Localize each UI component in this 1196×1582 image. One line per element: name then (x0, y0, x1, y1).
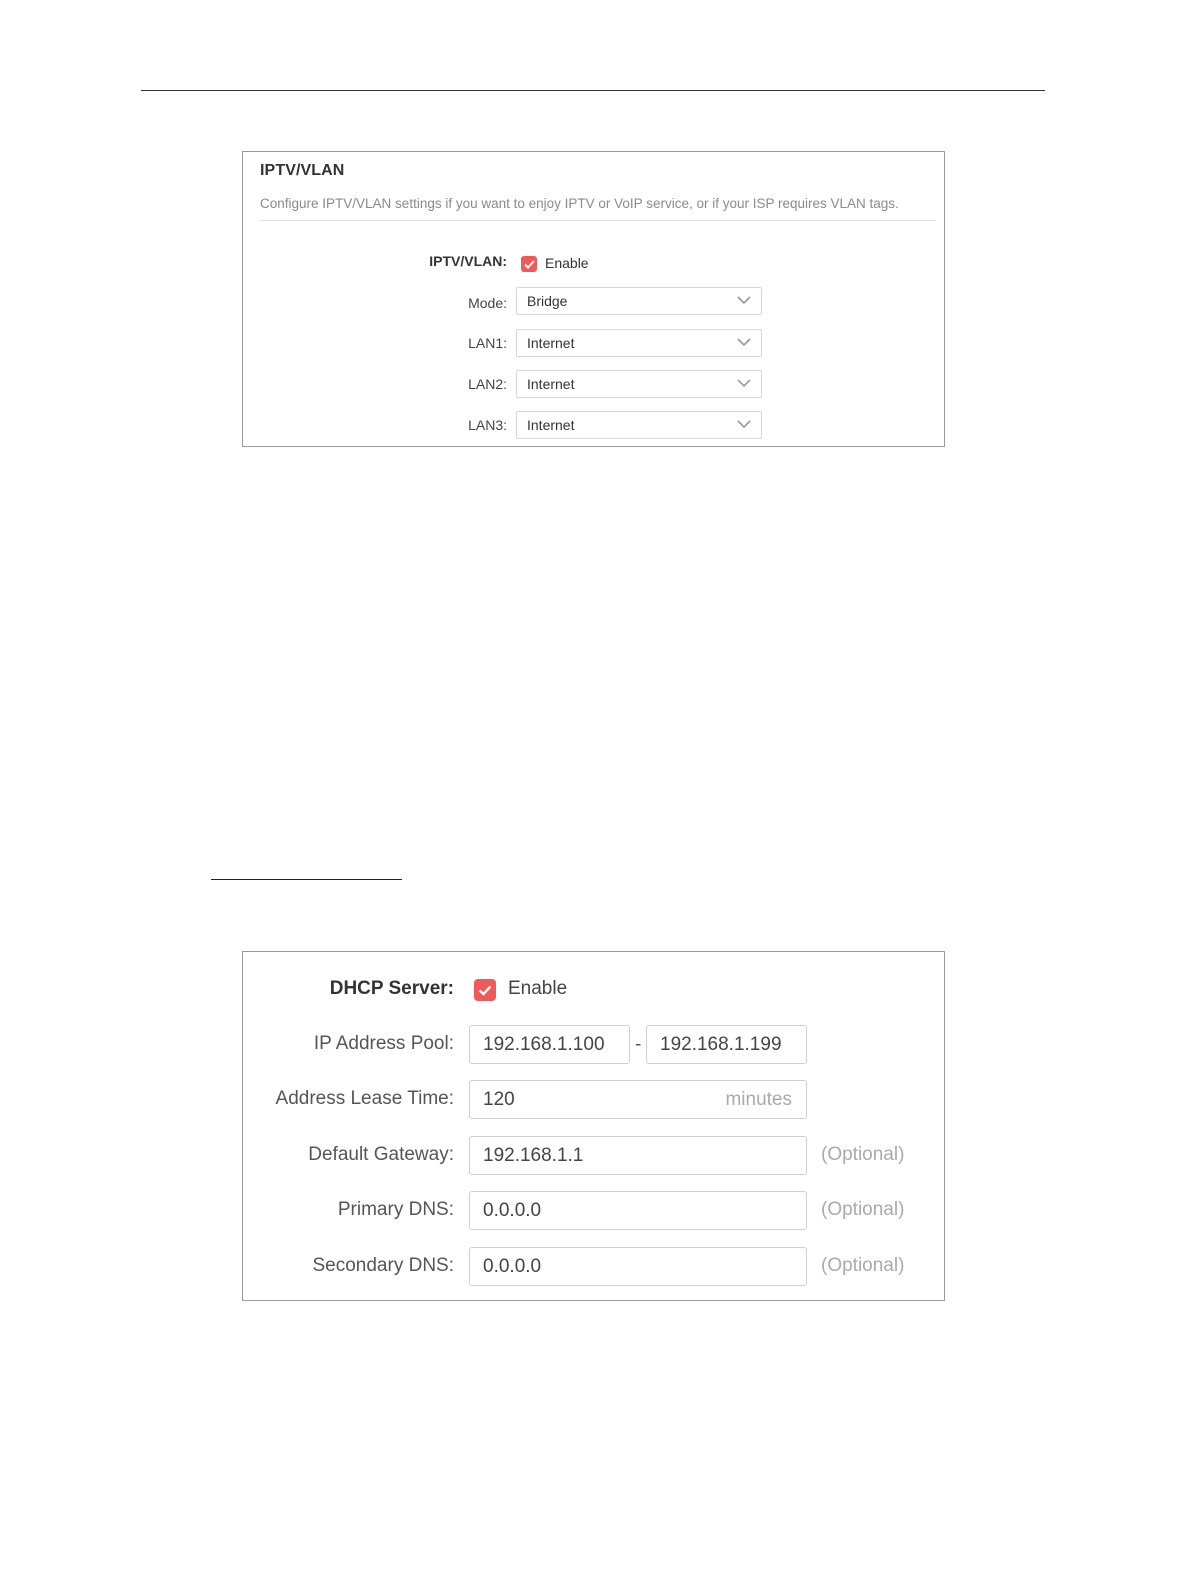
mode-label: Mode: (468, 295, 507, 311)
lan2-label: LAN2: (468, 376, 507, 392)
lan1-label: LAN1: (468, 335, 507, 351)
mode-value: Bridge (527, 293, 568, 309)
primary-dns-input[interactable] (469, 1191, 807, 1230)
lease-time-unit: minutes (725, 1089, 792, 1110)
dhcp-enable-checkbox[interactable] (474, 979, 496, 1001)
lan3-select[interactable] (516, 411, 762, 439)
lan2-value: Internet (527, 376, 575, 392)
dhcp-server-panel (242, 951, 945, 1301)
dhcp-server-label: DHCP Server: (329, 978, 454, 999)
panel-description: Configure IPTV/VLAN settings if you want to enjoy IPTV or VoIP service, or if your ISP requires VLAN tags. (260, 196, 899, 211)
chevron-down-icon (735, 335, 753, 349)
secondary-dns-label: Secondary DNS: (312, 1255, 454, 1276)
gateway-input[interactable] (469, 1136, 807, 1175)
lan3-value: Internet (527, 417, 575, 433)
ip-pool-start-input[interactable] (469, 1025, 630, 1064)
dhcp-enable-text: Enable (508, 978, 568, 999)
lease-time-label: Address Lease Time: (275, 1088, 454, 1109)
iptv-vlan-label: IPTV/VLAN: (429, 253, 507, 269)
page-header-rule (141, 90, 1045, 91)
iptv-enable-text: Enable (545, 255, 589, 271)
ip-pool-start-value: 192.168.1.100 (483, 1034, 605, 1055)
ip-pool-separator: - (635, 1034, 642, 1055)
section-rule (211, 879, 402, 880)
primary-dns-label: Primary DNS: (337, 1199, 454, 1220)
iptv-vlan-panel (242, 151, 945, 447)
primary-dns-value: 0.0.0.0 (483, 1200, 542, 1221)
gateway-value: 192.168.1.1 (483, 1145, 584, 1166)
panel-title: IPTV/VLAN (260, 162, 345, 179)
panel-divider (260, 220, 936, 221)
ip-pool-end-value: 192.168.1.199 (660, 1034, 782, 1055)
chevron-down-icon (735, 417, 753, 431)
check-icon (478, 985, 492, 996)
gateway-optional-hint: (Optional) (821, 1144, 905, 1165)
gateway-label: Default Gateway: (308, 1144, 454, 1165)
secondary-dns-value: 0.0.0.0 (483, 1256, 542, 1277)
ip-pool-label: IP Address Pool: (313, 1033, 454, 1054)
lan2-select[interactable] (516, 370, 762, 398)
chevron-down-icon (735, 293, 753, 307)
secondary-dns-input[interactable] (469, 1247, 807, 1286)
mode-select[interactable] (516, 287, 762, 315)
secondary-dns-optional-hint: (Optional) (821, 1255, 905, 1276)
lan1-select[interactable] (516, 329, 762, 357)
lease-time-input[interactable] (469, 1080, 807, 1119)
lan3-label: LAN3: (468, 417, 507, 433)
check-icon (524, 260, 535, 269)
primary-dns-optional-hint: (Optional) (821, 1199, 905, 1220)
lan1-value: Internet (527, 335, 575, 351)
ip-pool-end-input[interactable] (646, 1025, 807, 1064)
chevron-down-icon (735, 376, 753, 390)
iptv-enable-checkbox[interactable] (521, 256, 537, 272)
lease-time-value: 120 (483, 1089, 515, 1110)
